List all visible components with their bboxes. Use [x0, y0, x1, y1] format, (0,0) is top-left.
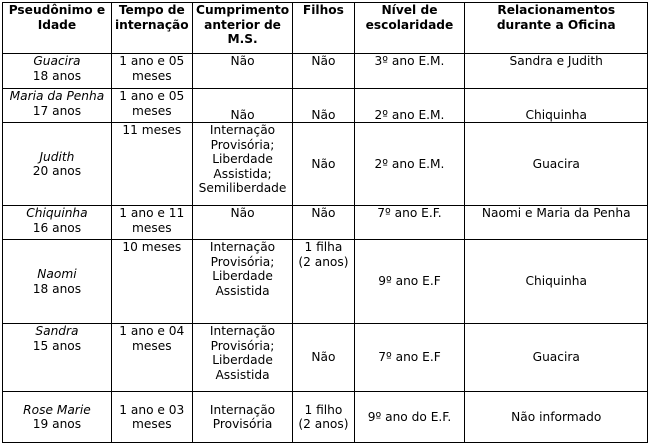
pseudonym: Sandra: [35, 324, 79, 338]
cell-relationships: Chiquinha: [465, 89, 648, 123]
cell-prior-ms: [192, 54, 293, 89]
time-line: 1 ano e 04: [119, 324, 185, 338]
time-line: meses: [132, 417, 172, 431]
ms-line: Liberdade: [212, 152, 273, 166]
cell-children: [293, 240, 354, 324]
header-pseudonym-age: [3, 3, 112, 54]
cell-pseudonym: [3, 324, 112, 392]
table-row: [3, 324, 648, 392]
time-line: meses: [132, 338, 172, 353]
cell-schooling: 2º ano E.M.: [354, 89, 465, 123]
header-line: anterior de: [204, 17, 281, 32]
cell-schooling: 3º ano E.M.: [354, 54, 465, 89]
time-line: 1 ano e 03: [119, 402, 185, 417]
ms-line: Internação: [209, 123, 276, 137]
cell-prior-ms: [192, 392, 293, 443]
ms-line: Internação: [209, 324, 276, 338]
header-line: Nível de: [381, 3, 438, 17]
cell-pseudonym: [3, 54, 112, 89]
pseudonym: Maria da Penha: [9, 89, 105, 103]
age: 18 anos: [32, 281, 82, 296]
age: 18 anos: [32, 68, 82, 83]
age: 19 anos: [32, 417, 82, 431]
header-children: [293, 3, 354, 54]
header-internment-time: [111, 3, 192, 54]
header-row: [3, 3, 648, 54]
cell-schooling: 7º ano E.F.: [354, 206, 465, 240]
ms-line: Não: [230, 54, 255, 68]
cell-time: [111, 54, 192, 89]
cell-prior-ms: [192, 89, 293, 123]
cell-prior-ms: [192, 324, 293, 392]
cell-time: [111, 89, 192, 123]
ms-line: Assistida: [215, 283, 270, 298]
cell-time: [111, 123, 192, 206]
age: 16 anos: [32, 220, 82, 235]
cell-pseudonym: [3, 123, 112, 206]
table-row: [3, 123, 648, 206]
children-line: Não: [311, 206, 336, 220]
cell-relationships: Guacira: [465, 324, 648, 392]
ms-line: Provisória;: [210, 137, 275, 152]
pseudonym: Rose Marie: [23, 402, 91, 417]
cell-time: [111, 206, 192, 240]
cell-pseudonym: [3, 392, 112, 443]
children-line: 1 filho: [304, 402, 343, 417]
cell-time: [111, 240, 192, 324]
header-line: escolaridade: [365, 17, 454, 32]
cell-prior-ms: [192, 206, 293, 240]
time-line: 1 ano e 05: [119, 89, 185, 103]
cell-schooling: 2º ano E.M.: [354, 123, 465, 206]
children-line: (2 anos): [298, 417, 349, 431]
header-line: durante a Oficina: [496, 17, 616, 32]
cell-pseudonym: [3, 240, 112, 324]
cell-schooling: 7º ano E.F: [354, 324, 465, 392]
time-line: meses: [132, 68, 172, 83]
header-schooling: [354, 3, 465, 54]
time-line: 1 ano e 11: [119, 206, 185, 220]
children-line: Não: [311, 107, 336, 122]
cell-time: [111, 324, 192, 392]
pseudonym: Naomi: [37, 267, 77, 281]
header-line: Filhos: [302, 3, 344, 17]
cell-relationships: Sandra e Judith: [465, 54, 648, 89]
header-line: Cumprimento: [196, 3, 290, 17]
cell-relationships: Naomi e Maria da Penha: [465, 206, 648, 240]
children-line: (2 anos): [298, 254, 349, 269]
time-line: 1 ano e 05: [119, 54, 185, 68]
table-row: [3, 206, 648, 240]
cell-schooling: 9º ano do E.F.: [354, 392, 465, 443]
cell-prior-ms: [192, 123, 293, 206]
time-line: 11 meses: [122, 123, 182, 137]
cell-schooling: 9º ano E.F: [354, 240, 465, 324]
ms-line: Internação: [209, 240, 276, 254]
header-relationships: [465, 3, 648, 54]
ms-line: Provisória: [212, 417, 273, 431]
cell-pseudonym: [3, 89, 112, 123]
header-line: Tempo de: [118, 3, 185, 17]
cell-children: [293, 89, 354, 123]
header-line: Idade: [37, 17, 77, 32]
cell-children: [293, 54, 354, 89]
cell-prior-ms: [192, 240, 293, 324]
age: 17 anos: [32, 103, 82, 118]
children-line: Não: [311, 350, 336, 365]
cell-children: [293, 206, 354, 240]
ms-line: Não: [230, 206, 255, 220]
pseudonym: Chiquinha: [26, 206, 88, 220]
cell-relationships: Guacira: [465, 123, 648, 206]
table-row: [3, 392, 648, 443]
age: 20 anos: [32, 164, 82, 178]
ms-line: Provisória;: [210, 338, 275, 353]
cell-children: [293, 324, 354, 392]
children-line: Não: [311, 54, 336, 68]
pseudonym: Guacira: [33, 54, 81, 68]
header-prior-ms: [192, 3, 293, 54]
children-line: 1 filha: [304, 240, 343, 254]
time-line: meses: [132, 220, 172, 235]
time-line: meses: [132, 103, 172, 118]
participants-table: [2, 2, 648, 443]
table-row: [3, 54, 648, 89]
cell-pseudonym: [3, 206, 112, 240]
ms-line: Provisória;: [210, 254, 275, 269]
cell-relationships: Chiquinha: [465, 240, 648, 324]
cell-children: [293, 123, 354, 206]
cell-children: [293, 392, 354, 443]
ms-line: Internação: [209, 402, 276, 417]
ms-line: Liberdade: [212, 353, 273, 367]
header-line: internação: [114, 17, 189, 32]
header-line: Pseudônimo e: [8, 3, 106, 17]
time-line: 10 meses: [122, 240, 182, 254]
header-line: M.S.: [227, 32, 258, 46]
age: 15 anos: [32, 338, 82, 353]
children-line: Não: [311, 156, 336, 171]
ms-line: Semiliberdade: [198, 181, 287, 195]
ms-line: Não: [230, 107, 255, 122]
table-row: [3, 89, 648, 123]
ms-line: Assistida;: [213, 166, 272, 181]
cell-relationships: Não informado: [465, 392, 648, 443]
header-line: Relacionamentos: [497, 3, 616, 17]
cell-time: [111, 392, 192, 443]
table-row: [3, 240, 648, 324]
ms-line: Assistida: [215, 367, 270, 382]
ms-line: Liberdade: [212, 269, 273, 283]
pseudonym: Judith: [39, 149, 75, 164]
